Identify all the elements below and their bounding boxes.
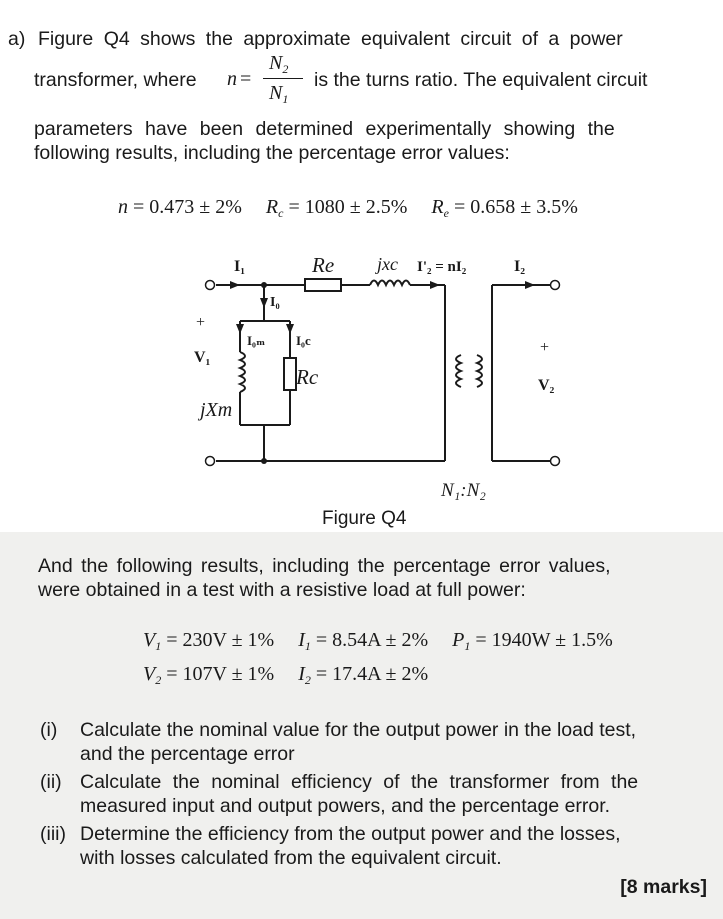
secondary-winding xyxy=(477,355,482,387)
i2-arrow xyxy=(525,281,535,289)
label-i0: I₀ xyxy=(270,295,280,310)
label-i2: I₂ xyxy=(514,258,526,275)
junction-dot xyxy=(261,458,267,464)
i0m-arrow xyxy=(236,324,244,334)
param-re-value: = 0.658 ± 3.5% xyxy=(453,196,578,218)
equivalent-circuit-figure xyxy=(0,240,723,510)
question-i-line-2: and the percentage error xyxy=(80,743,295,765)
param-rc-value: = 1080 ± 2.5% xyxy=(288,196,408,218)
question-i-marker: (i) xyxy=(40,719,58,741)
question-ii-text-1: Calculate the nominal efficiency of the transformer from the xyxy=(80,771,639,793)
v1-value: = 230V ± 1% xyxy=(166,629,275,651)
test-line-1 xyxy=(38,554,704,578)
test-text-2: were obtained in a test with a resistive load at full power: xyxy=(38,579,526,601)
label-turns-ratio: N₁:N₂ xyxy=(441,480,486,501)
primary-winding xyxy=(456,355,461,387)
label-plus-primary: + xyxy=(196,314,206,331)
param-rc: $R_c$ xyxy=(265,196,284,220)
re-resistor xyxy=(305,279,341,291)
intro-line-1-text xyxy=(38,27,702,51)
intro-line-4 xyxy=(34,141,510,165)
turns-ratio-formula xyxy=(227,52,307,114)
xm-inductor xyxy=(240,352,245,392)
fraction-denominator: $N_1$ xyxy=(269,82,289,106)
test-results-row-2 xyxy=(143,662,428,692)
label-i0m: I₀ₘ xyxy=(247,333,266,348)
intro-line-2-before xyxy=(34,68,197,92)
param-n: n xyxy=(118,196,128,218)
question-ii-line-1 xyxy=(80,770,706,794)
label-jxm: jXm xyxy=(200,399,233,421)
xc-inductor xyxy=(370,281,410,286)
fraction-numerator: $N_2$ xyxy=(269,52,289,76)
marks-label: [8 marks] xyxy=(620,876,707,898)
intro-line-1 xyxy=(8,27,25,51)
label-i2prime: I'₂ = nI₂ xyxy=(417,259,467,275)
v1-symbol: $V_1$ xyxy=(143,629,162,653)
intro-text-2b: is the turns ratio. The equivalent circuit xyxy=(314,69,648,91)
p1-symbol: $P_1$ xyxy=(452,629,471,653)
intro-text-4: following results, including the percentage error values: xyxy=(34,142,510,164)
part-label: a) xyxy=(8,28,26,50)
equals-sign: = xyxy=(240,68,252,90)
question-iii-marker: (iii) xyxy=(40,823,66,845)
question-ii-marker: (ii) xyxy=(40,771,62,793)
question-iii-line-2: with losses calculated from the equivalent circuit. xyxy=(80,847,502,869)
n-symbol: n xyxy=(227,68,237,90)
label-jxc: jxc xyxy=(377,254,398,274)
intro-line-2-after xyxy=(314,68,702,92)
p1-value: = 1940W ± 1.5% xyxy=(475,629,613,651)
i0c-arrow xyxy=(286,324,294,334)
terminal-primary-top xyxy=(206,281,215,290)
label-plus-secondary: + xyxy=(540,339,550,356)
figure-caption: Figure Q4 xyxy=(322,508,407,529)
label-i0c: I₀c xyxy=(296,333,311,348)
i1-arrow xyxy=(230,281,240,289)
label-rc: Rc xyxy=(296,365,319,389)
intro-text-2a: transformer, where xyxy=(34,69,197,91)
rc-resistor xyxy=(284,358,296,390)
terminal-secondary-bottom xyxy=(551,457,560,466)
junction-dot xyxy=(261,282,267,288)
label-v2: V₂ xyxy=(538,377,555,394)
intro-line-3 xyxy=(34,117,702,141)
test-text-1: And the following results, including the percentage error values, xyxy=(38,555,611,577)
i2-symbol: $I_2$ xyxy=(298,663,311,687)
label-i1: I₁ xyxy=(234,258,246,275)
terminal-secondary-top xyxy=(551,281,560,290)
fraction-bar xyxy=(263,78,303,79)
param-re: $R_e$ xyxy=(431,196,449,220)
label-re: Re xyxy=(312,253,335,277)
v2-value: = 107V ± 1% xyxy=(166,663,275,685)
question-ii-line-2: measured input and output powers, and the percentage error. xyxy=(80,795,611,817)
intro-text-1: Figure Q4 shows the approximate equivalent circuit of a power xyxy=(38,28,623,50)
question-iii-line-1 xyxy=(80,822,706,846)
v2-symbol: $V_2$ xyxy=(143,663,162,687)
parameters-equation xyxy=(118,195,578,225)
question-i-line-1 xyxy=(80,718,706,742)
i0-arrow xyxy=(260,298,268,308)
param-n-value: = 0.473 ± 2% xyxy=(133,196,242,218)
i1-symbol: $I_1$ xyxy=(298,629,311,653)
i1-value: = 8.54A ± 2% xyxy=(315,629,429,651)
label-v1: V₁ xyxy=(194,349,211,366)
i2-value: = 17.4A ± 2% xyxy=(315,663,429,685)
question-i-text-1: Calculate the nominal value for the output power in the load test, xyxy=(80,719,637,741)
test-line-2 xyxy=(38,578,526,602)
i2prime-arrow xyxy=(430,281,440,289)
terminal-primary-bottom xyxy=(206,457,215,466)
question-iii-text-1: Determine the efficiency from the output power and the losses, xyxy=(80,823,621,845)
test-results-row-1 xyxy=(143,628,613,658)
intro-text-3: parameters have been determined experimentally showing the xyxy=(34,118,615,140)
